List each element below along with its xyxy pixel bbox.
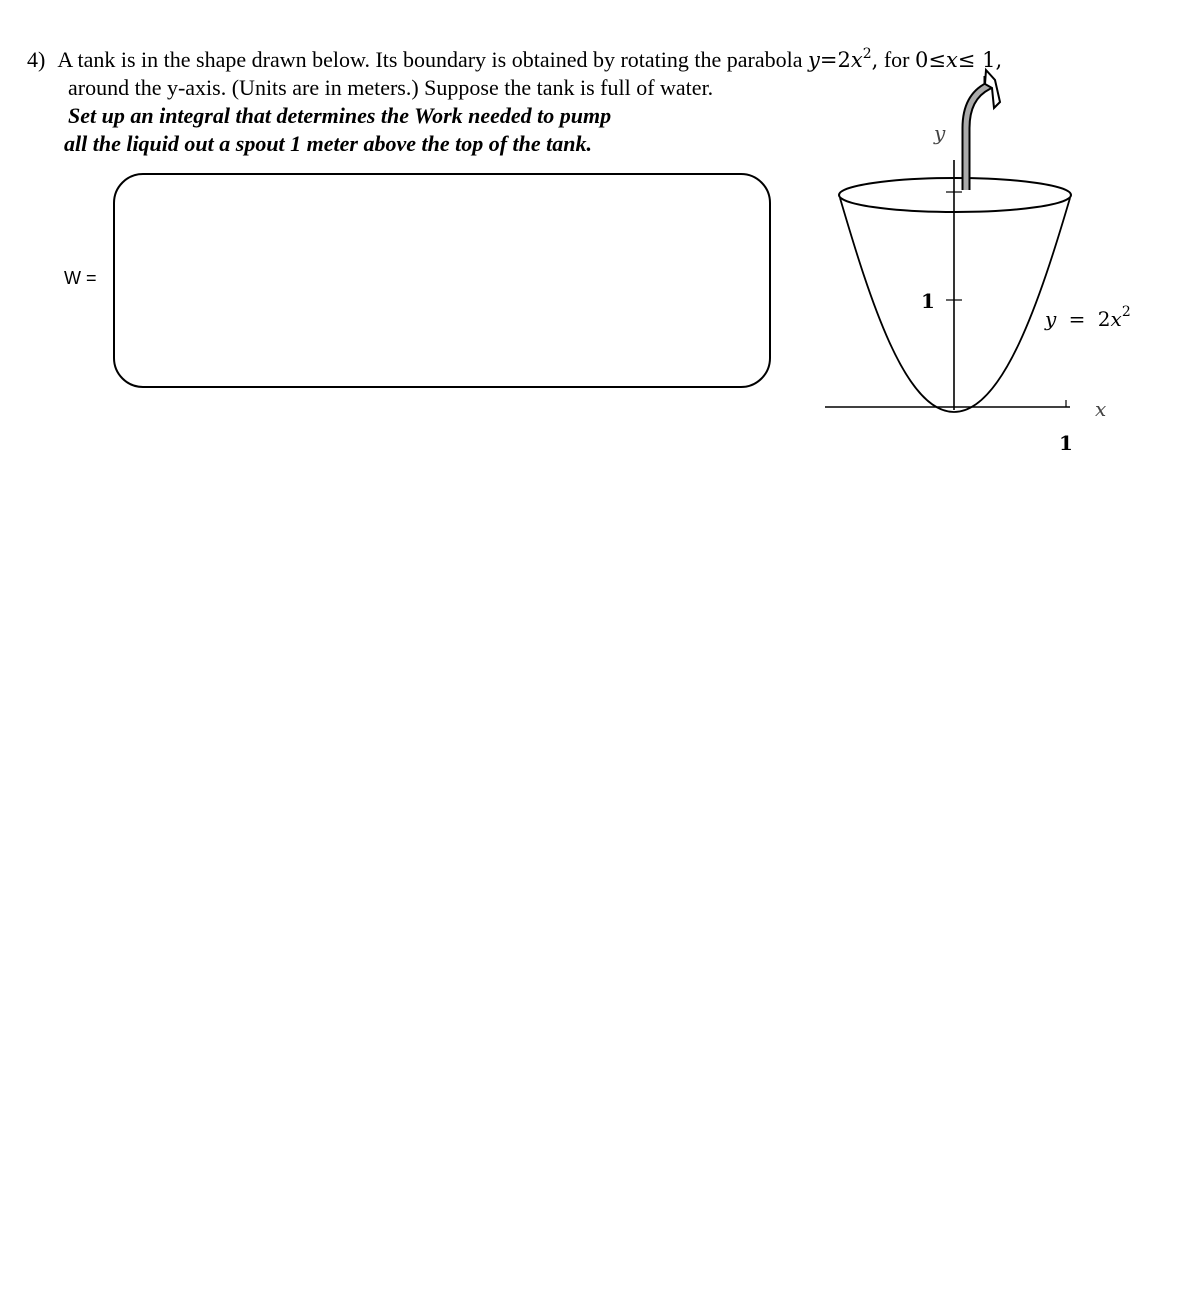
y-tick-label: 1	[921, 289, 935, 313]
curve-label-eq: =	[1068, 307, 1086, 331]
problem-number: 4)	[27, 47, 46, 72]
range-zero: 0	[914, 48, 929, 72]
equation-y: y	[808, 48, 820, 72]
tank-parabola	[840, 198, 1070, 412]
equation-comma: ,	[871, 48, 879, 72]
x-axis-label: x	[1095, 397, 1107, 421]
range-x: x	[945, 48, 958, 72]
work-label: W =	[64, 268, 97, 288]
curve-label	[1044, 304, 1131, 331]
equation-exponent: 2	[862, 46, 872, 62]
y-axis-label: y	[934, 121, 946, 145]
problem-instruction-line-2: all the liquid out a spout 1 meter above the top of the tank.	[64, 131, 593, 156]
range-one: 1,	[982, 48, 1003, 72]
range-le-2: ≤	[957, 48, 976, 72]
problem-line-2: around the y-axis. (Units are in meters.) Suppose the tank is full of water.	[68, 75, 714, 100]
range-le-1: ≤	[928, 48, 946, 72]
equation-equals-two: =2	[819, 48, 851, 72]
x-tick-label: 1	[1059, 431, 1073, 455]
curve-label-y: y	[1045, 307, 1057, 331]
for-word: for	[883, 47, 910, 72]
curve-label-coef: 2	[1097, 307, 1111, 331]
equation-x: x	[850, 48, 863, 72]
problem-text-line-1: A tank is in the shape drawn below. Its boundary is obtained by rotating the parabola	[57, 47, 803, 72]
curve-label-exp: 2	[1121, 304, 1131, 320]
curve-label-x: x	[1110, 307, 1122, 331]
problem-instruction-line-1: Set up an integral that determines the Work needed to pump	[68, 103, 612, 128]
tank-figure	[0, 0, 1196, 480]
tank-top-ellipse	[839, 178, 1071, 212]
